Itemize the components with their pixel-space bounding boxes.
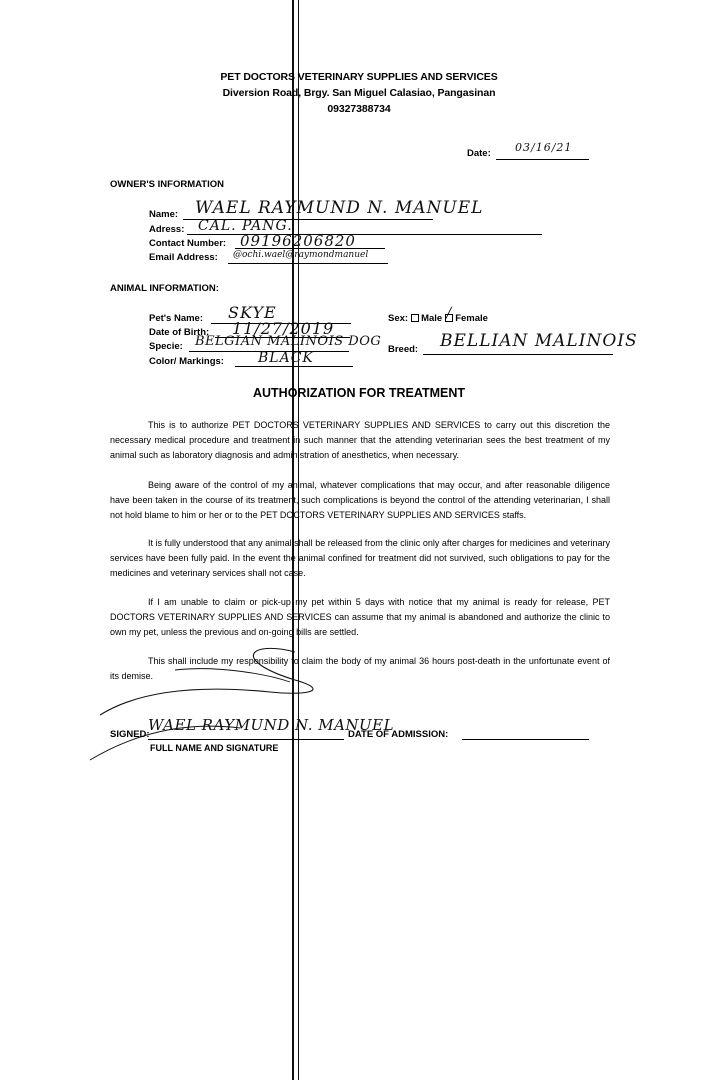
paragraph-3-text: It is fully understood that any animal shall be released from the clinic only after charges for medicines and veterinary services have been fully paid. In the event the animal confined for treatment did not survived, such obligations to pay for the medicines and veterinary services shall not case.	[110, 538, 610, 579]
specie-value: BELGIAN MALINOIS DOG	[195, 334, 382, 349]
owner-section-title: OWNER'S INFORMATION	[110, 179, 224, 190]
check-mark-icon: ╱	[445, 308, 452, 321]
date-label: Date:	[467, 148, 491, 159]
full-name-label: FULL NAME AND SIGNATURE	[150, 743, 279, 753]
paragraph-1-text: This is to authorize PET DOCTORS VETERINARY SUPPLIES AND SERVICES to carry out this discretion the necessary medical procedure and treatment in such manner that the attending veterinarian sees the best treatment of my animal such as laboratory diagnosis and administration of anesthetics, when necessary.	[110, 420, 610, 461]
color-line	[235, 366, 353, 367]
pet-name-label: Pet's Name:	[149, 313, 204, 324]
breed-label: Breed:	[388, 344, 419, 355]
owner-email-label: Email Address:	[149, 252, 218, 263]
paragraph-2-text: Being aware of the control of my animal, whatever complications that may occur, and after reasonable diligence have been taken in the course of its treatment, such complications is beyond the control of the attending veterinarian, I shall not hold blame to him or her or to the PET DOCTORS VETERINARY SUPPLIES AND SERVICES staffs.	[110, 480, 610, 521]
signed-label: SIGNED:	[110, 729, 150, 740]
animal-section-title: ANIMAL INFORMATION:	[110, 283, 219, 294]
dob-label: Date of Birth:	[149, 327, 210, 338]
clinic-name: PET DOCTORS VETERINARY SUPPLIES AND SERVICES	[220, 71, 498, 83]
paragraph-4-text: If I am unable to claim or pick-up my pet within 5 days with notice that my animal is ready for release, PET DOCTORS VETERINARY SUPPLIES AND SERVICES can assume that my animal is abandoned and authorize the clinic to own my pet, unless the previous and on-going bills are settled.	[110, 597, 610, 638]
owner-address-value: CAL. PANG.	[198, 218, 293, 234]
authorization-title: AUTHORIZATION FOR TREATMENT	[252, 386, 465, 400]
owner-address-label: Adress:	[149, 224, 185, 235]
color-label: Color/ Markings:	[149, 356, 224, 367]
dob-value: 11/27/2019	[232, 319, 335, 338]
owner-contact-value: 09196206820	[240, 232, 356, 250]
sex-field	[388, 308, 488, 324]
signed-line	[148, 739, 344, 740]
breed-value: BELLIAN MALINOIS	[440, 331, 638, 351]
paragraph-3	[110, 536, 610, 581]
signed-value: WAEL RAYMUND N. MANUEL	[148, 716, 395, 734]
female-label: Female	[455, 313, 488, 324]
specie-label: Specie:	[149, 341, 183, 352]
admission-line	[462, 739, 589, 740]
owner-name-label: Name:	[149, 209, 179, 220]
color-value: BLACK	[258, 350, 314, 366]
date-line	[496, 159, 589, 160]
pet-name-value: SKYE	[228, 303, 277, 322]
breed-line	[423, 354, 613, 355]
clinic-address: Diversion Road, Brgy. San Miguel Calasiao, Pangasinan	[222, 87, 496, 99]
sex-label: Sex:	[388, 313, 409, 324]
female-checkbox[interactable]	[445, 308, 453, 322]
male-checkbox[interactable]	[411, 314, 419, 322]
owner-contact-label: Contact Number:	[149, 238, 227, 249]
paragraph-2	[110, 478, 610, 523]
paragraph-1	[110, 418, 610, 463]
owner-email-line	[228, 263, 388, 264]
clinic-phone: 09327388734	[327, 103, 391, 115]
owner-name-value: WAEL RAYMUND N. MANUEL	[195, 198, 484, 218]
male-label: Male	[421, 313, 443, 324]
admission-label: DATE OF ADMISSION:	[348, 729, 449, 740]
date-value: 03/16/21	[515, 141, 573, 154]
owner-email-value: @ochi.wael@raymondmanuel	[233, 250, 369, 260]
paragraph-5-text: This shall include my responsibility to claim the body of my animal 36 hours post-death in the unfortunate event of its demise.	[110, 656, 610, 682]
